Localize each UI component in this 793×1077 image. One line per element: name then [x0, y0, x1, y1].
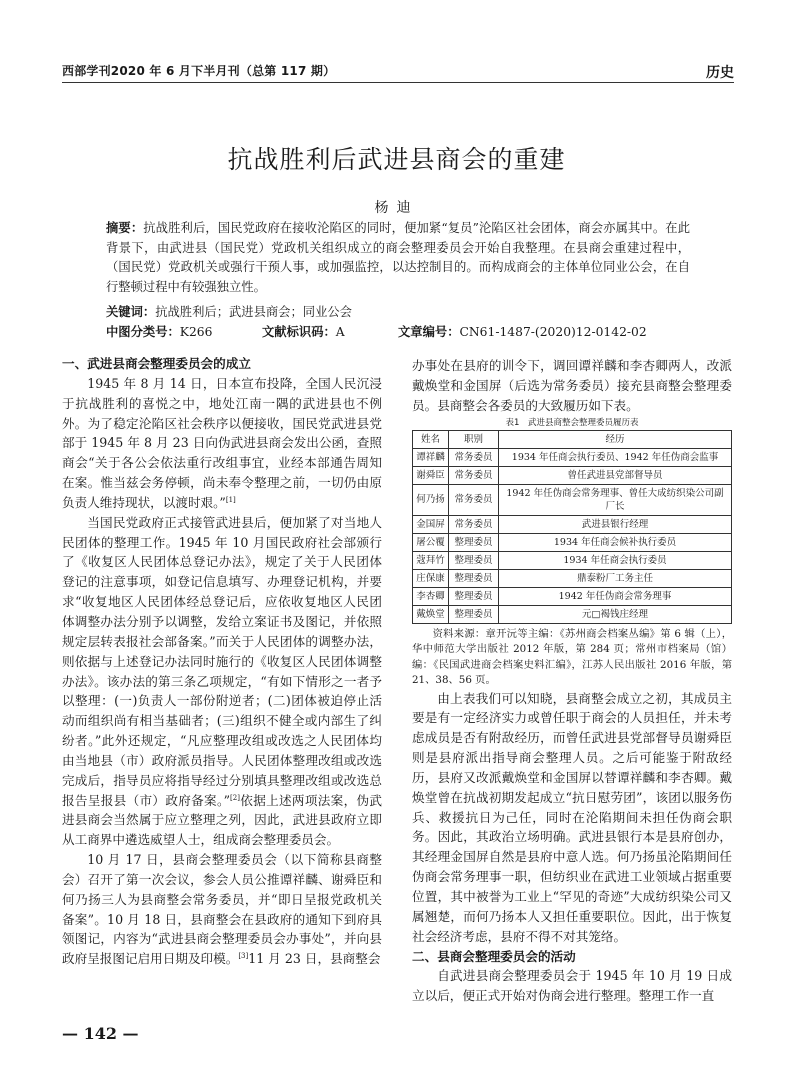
table-cell: 常务委员: [449, 484, 499, 515]
table-cell: 元□褐钱庄经理: [499, 605, 732, 623]
table-header-cell: 经历: [499, 430, 732, 448]
clc-label: 中图分类号：: [106, 325, 180, 339]
paragraph: [62, 374, 382, 513]
table-row: [413, 551, 732, 569]
section-2-heading: 二、县商会整理委员会的活动: [412, 948, 576, 964]
keywords-text: 抗战胜利后；武进县商会；同业公会: [155, 305, 352, 319]
paragraph: 办事处在县府的训令下，调回谭祥麟和李杏卿两人，改派戴焕堂和金国屏（后选为常务委员）接充县商整会整理委员。县商整会各委员的大致履历如下表。: [412, 358, 732, 413]
table-cell: 整理委员: [449, 605, 499, 623]
article-title: 抗战胜利后武进县商会的重建: [227, 145, 566, 174]
abstract-text: 抗战胜利后，国民党政府在接收沦陷区的同时，便加紧“复员”沦陷区社会团体，商会亦属其中。在此背景下，由武进县（国民党）党政机关组织成立的商会整理委员会开始自我整理。在县商会重建过程中，（国民党）党政机关或强行干预人事，或加强监控，以达控制目的。而构成商会的主体单位同业公会，在自行整顿过程中有较强独立性。: [106, 221, 690, 294]
citation-ref: [3]: [238, 952, 249, 961]
section-1-heading: 一、武进县商会整理委员会的成立: [62, 356, 251, 371]
table-header-row: [413, 430, 732, 448]
paragraph: [62, 513, 382, 850]
table-cell: 整理委员: [449, 587, 499, 605]
table-header-cell: 姓名: [413, 430, 449, 448]
paragraph-text: 10 月 17 日，县商会整理委员会（以下简称县商整会）召开了第一次会议，参会人员公推谭祥麟、谢舜臣和何乃扬三人为县商整会常务委员，并“即日呈报党政机关备案”。10 月 18 日，县商整会在县政府的通知下到府具领图记，内容为“武进县商会整理委员会办事处”，并向县政府呈报图记启用日期及印模。: [62, 852, 382, 967]
table-cell: 整理委员: [449, 551, 499, 569]
table-cell: 1942 年任伪商会常务理事、曾任大成纺织染公司副厂长: [499, 484, 732, 515]
table-cell: 1934 年任商会执行委员、1942 年任伪商会监事: [499, 448, 732, 466]
table-cell: 庄保康: [413, 569, 449, 587]
table-cell: 常务委员: [449, 448, 499, 466]
abstract: [106, 219, 690, 297]
paragraph-text: 当国民党政府正式接管武进县后，便加紧了对当地人民团体的整理工作。1945 年 10 月国民政府社会部颁行了《收复区人民团体总登记办法》，规定了关于人民团体登记的注意事项，如登记信息填写、办理登记机构，并要求“收复地区人民团体经总登记后，应依收复地区人民团体调整办法分别予以调整，发给立案证书及图记，并依照规定层转表报社会部备案。”而关于人民团体的调整办法，则依据与上述登记办法同时施行的《收复区人民团体调整办法》。该办法的第三条乙项规定，“有如下情形之一者予以整理：(一)负责人一部份附逆者；(二)团体被迫停止活动而组织尚有相当基础者；(三)组织不健全或内部生了纠纷者。”此外还规定，“凡应整理改组或改选之人民团体均由当地县（市）政府派员指导。人民团体整理改组或改选完成后，指导员应将指导经过分别填具整理改组或改选总报告呈报县（市）政府备案。”: [62, 514, 382, 808]
left-column: [62, 354, 382, 969]
doc-code: [262, 322, 345, 340]
table-cell: 整理委员: [449, 569, 499, 587]
keywords: [106, 302, 352, 320]
table-row: [413, 569, 732, 587]
table-cell: 常务委员: [449, 515, 499, 533]
table-row: [413, 587, 732, 605]
keywords-label: 关键词：: [106, 305, 156, 319]
table-cell: 常务委员: [449, 466, 499, 484]
abstract-label: 摘要：: [106, 221, 144, 235]
table-cell: 1942 年任伪商会常务理事: [499, 587, 732, 605]
section-label: 历史: [706, 65, 734, 81]
table-row: [413, 466, 732, 484]
table-row: [413, 605, 732, 623]
clc-value: K266: [179, 325, 213, 339]
running-header: [62, 60, 734, 82]
doc-code-label: 文献标识码：: [262, 325, 336, 339]
article-number-label: 文章编号：: [398, 325, 460, 339]
table-cell: 李杏卿: [413, 587, 449, 605]
article-number: [398, 322, 647, 340]
table-caption: 表1 武进县商整会整理委员履历表: [505, 417, 639, 428]
paragraph: 由上表我们可以知晓，县商整会成立之初，其成员主要是有一定经济实力或曾任职于商会的人员担任，并未考虑成员是否有附敌经历，而曾任武进县党部督导员谢舜臣则是县府派出指导商会整理人员。之后可能鉴于附敌经历，县府又改派戴焕堂和金国屏以替谭祥麟和李杏卿。戴焕堂曾在抗战初期发起成立“抗日慰劳团”，该团以服务伤兵、救援抗日为己任，同时在沦陷期间未担任伪商会职务。因此，其政治立场明确。武进县银行本是县府创办，其经理金国屏自然是县府中意人选。何乃扬虽沦陷期间任伪商会常务理事一职，但纺织业在武进工业领域占据重要位置，其中被誉为工业上“罕见的奇迹”大成纺织染公司又属翘楚，而何乃扬本人又担任重要职位。因此，出于恢复社会经济考虑，县府不得不对其笼络。: [412, 690, 732, 944]
table-cell: 1934 年任商会执行委员: [499, 551, 732, 569]
table-header-cell: 职别: [449, 430, 499, 448]
paragraph-text: 1945 年 8 月 14 日，日本宣布投降，全国人民沉浸于抗战胜利的喜悦之中，地处江南一隅的武进县也不例外。为了稳定沦陷区社会秩序以便接收，国民党武进县党部于 1945 年 8 月 23 日向伪武进县商会发出公函，查照商会“关于各公会依法重行改组事宜，业经本部通告周知在案。惟当兹会务停顿，尚未奉令整理之前，一切仍由原负责人维持现状，以渡时艰。”: [62, 375, 382, 510]
table-cell: 金国屏: [413, 515, 449, 533]
committee-table: [412, 430, 732, 624]
table-row: [413, 515, 732, 533]
table-cell: 谢舜臣: [413, 466, 449, 484]
paragraph-text: 11 月 23 日，县商整会: [248, 951, 381, 967]
clc-code: [106, 322, 212, 340]
table-source-note: 资料来源：章开沅等主编：《苏州商会档案丛编》第 6 辑（上），华中师范大学出版社 2012 年版，第 284 页；常州市档案局（馆）编：《民国武进商会档案史料汇编》，江苏人民出版社 2016 年版，第 21、38、56 页。: [412, 627, 732, 687]
table-cell: 曾任武进县党部督导员: [499, 466, 732, 484]
paragraph: 自武进县商会整理委员会于 1945 年 10 月 19 日成立以后，便正式开始对伪商会进行整理。整理工作一直: [412, 968, 732, 1004]
table-cell: 鼎泰粉厂工务主任: [499, 569, 732, 587]
table-cell: 整理委员: [449, 533, 499, 551]
table-cell: 谭祥麟: [413, 448, 449, 466]
header-rule: [62, 82, 734, 83]
paragraph-text: 依据上述两项法案，伪武进县商会当然属于应立整理之列，因此，武进县政府立即从工商界中遴选威望人士，组成商会整理委员会。: [62, 792, 383, 848]
table-cell: 武进县银行经理: [499, 515, 732, 533]
table-cell: 1934 年任商会候补执行委员: [499, 533, 732, 551]
table-row: [413, 484, 732, 515]
citation-ref: [1]: [225, 495, 236, 504]
right-column: [412, 356, 732, 1006]
table-cell: 戴焕堂: [413, 605, 449, 623]
table-cell: 屠公覆: [413, 533, 449, 551]
doc-code-value: A: [335, 325, 345, 339]
page-number: — 142 —: [62, 1024, 139, 1043]
table-row: [413, 533, 732, 551]
table-row: [413, 448, 732, 466]
paragraph: [62, 850, 382, 969]
journal-name: 西部学刊2020 年 6 月下半月刊（总第 117 期）: [62, 64, 336, 78]
table-cell: 蔻拜竹: [413, 551, 449, 569]
citation-ref: [2]: [230, 793, 240, 802]
table-cell: 何乃扬: [413, 484, 449, 515]
article-number-value: CN61-1487-(2020)12-0142-02: [459, 325, 647, 339]
article-author: 杨迪: [374, 200, 419, 216]
